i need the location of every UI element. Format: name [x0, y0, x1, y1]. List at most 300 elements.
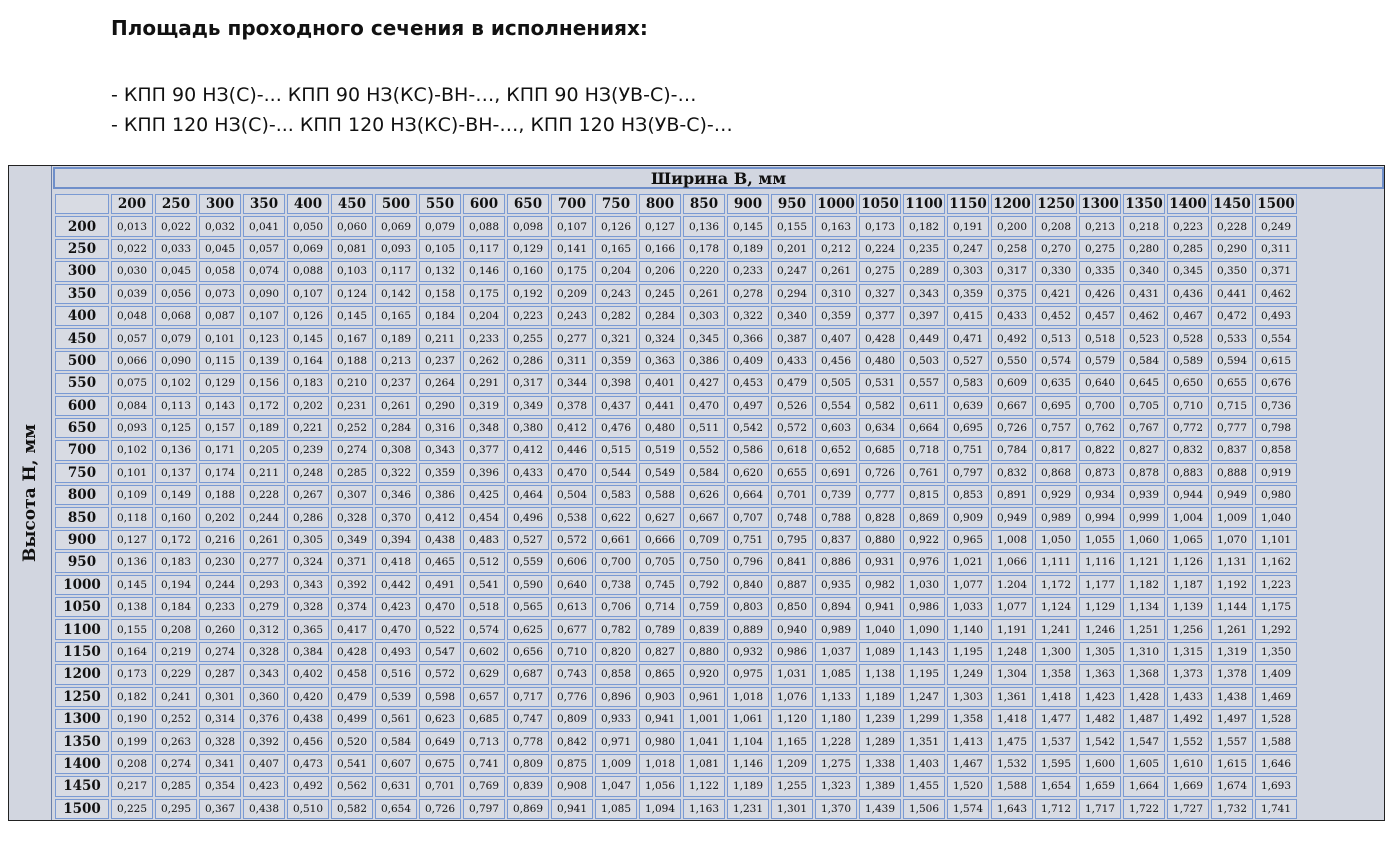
value-cell: 0,058	[199, 261, 241, 281]
page-title: Площадь проходного сечения в исполнениях:	[111, 16, 648, 40]
value-cell: 1,085	[595, 799, 637, 819]
value-cell: 0,308	[375, 440, 417, 460]
value-cell: 0,908	[551, 776, 593, 796]
value-cell: 0,156	[243, 373, 285, 393]
value-cell: 0,123	[243, 328, 285, 348]
column-header-cell: 1450	[1211, 194, 1253, 214]
value-cell: 0,520	[331, 731, 373, 751]
value-cell: 0,245	[639, 284, 681, 304]
value-cell: 0,511	[683, 418, 725, 438]
value-cell: 0,572	[771, 418, 813, 438]
value-cell: 0,277	[551, 328, 593, 348]
value-cell: 0,109	[111, 485, 153, 505]
value-cell: 1,643	[991, 799, 1033, 819]
value-cell: 0,237	[375, 373, 417, 393]
value-cell: 0,700	[1079, 396, 1121, 416]
value-cell: 1,506	[903, 799, 945, 819]
value-cell: 0,664	[903, 418, 945, 438]
column-header-cell: 950	[771, 194, 813, 214]
column-header-cell: 250	[155, 194, 197, 214]
row-header-cell: 1400	[55, 754, 109, 774]
value-cell: 1,712	[1035, 799, 1077, 819]
value-cell: 0,629	[463, 664, 505, 684]
row-header-cell: 950	[55, 552, 109, 572]
value-cell: 0,572	[551, 530, 593, 550]
value-cell: 0,427	[683, 373, 725, 393]
value-cell: 0,745	[639, 575, 681, 595]
value-cell: 0,088	[463, 216, 505, 236]
value-cell: 0,748	[771, 507, 813, 527]
value-cell: 0,244	[199, 575, 241, 595]
column-header-cell: 1250	[1035, 194, 1077, 214]
value-cell: 0,797	[947, 463, 989, 483]
value-cell: 0,868	[1035, 463, 1077, 483]
table-row	[55, 776, 1297, 796]
value-cell: 0,117	[463, 239, 505, 259]
value-cell: 0,496	[507, 507, 549, 527]
value-cell: 0,247	[947, 239, 989, 259]
value-cell: 1,455	[903, 776, 945, 796]
table-row	[55, 619, 1297, 639]
value-cell: 0,803	[727, 597, 769, 617]
value-cell: 0,202	[287, 396, 329, 416]
value-cell: 0,552	[683, 440, 725, 460]
value-cell: 0,158	[419, 284, 461, 304]
table-row	[55, 597, 1297, 617]
value-cell: 0,685	[859, 440, 901, 460]
value-cell: 0,994	[1079, 507, 1121, 527]
value-cell: 0,493	[375, 642, 417, 662]
value-cell: 0,715	[1211, 396, 1253, 416]
value-cell: 0,270	[1035, 239, 1077, 259]
value-cell: 0,392	[331, 575, 373, 595]
value-cell: 1,037	[815, 642, 857, 662]
value-cell: 0,252	[155, 709, 197, 729]
value-cell: 0,274	[331, 440, 373, 460]
value-cell: 0,145	[287, 328, 329, 348]
row-header-cell: 1000	[55, 575, 109, 595]
value-cell: 0,505	[815, 373, 857, 393]
variant-item: - КПП 90 НЗ(С)-... КПП 90 НЗ(КС)-ВН-…, КПП 90 НЗ(УВ-С)-…	[111, 84, 697, 106]
value-cell: 0,145	[331, 306, 373, 326]
value-cell: 1,033	[947, 597, 989, 617]
value-cell: 0,200	[991, 216, 1033, 236]
value-cell: 1,144	[1211, 597, 1253, 617]
value-cell: 0,840	[727, 575, 769, 595]
value-cell: 0,989	[1035, 507, 1077, 527]
value-cell: 0,726	[859, 463, 901, 483]
value-cell: 0,903	[639, 687, 681, 707]
value-cell: 0,493	[1255, 306, 1297, 326]
value-cell: 0,081	[331, 239, 373, 259]
value-cell: 0,263	[155, 731, 197, 751]
value-cell: 1,482	[1079, 709, 1121, 729]
value-cell: 0,330	[1035, 261, 1077, 281]
value-cell: 0,289	[903, 261, 945, 281]
value-cell: 0,533	[1211, 328, 1253, 348]
value-cell: 0,189	[727, 239, 769, 259]
value-cell: 0,518	[1079, 328, 1121, 348]
value-cell: 0,056	[155, 284, 197, 304]
table-row	[55, 373, 1297, 393]
column-header-cell: 850	[683, 194, 725, 214]
value-cell: 0,607	[375, 754, 417, 774]
value-cell: 0,013	[111, 216, 153, 236]
value-cell: 0,820	[595, 642, 637, 662]
value-cell: 0,980	[1255, 485, 1297, 505]
column-header-cell: 350	[243, 194, 285, 214]
value-cell: 0,620	[727, 463, 769, 483]
row-header-cell: 700	[55, 440, 109, 460]
value-cell: 1,001	[683, 709, 725, 729]
value-cell: 0,797	[463, 799, 505, 819]
variant-item: - КПП 120 НЗ(С)-... КПП 120 НЗ(КС)-ВН-…, КПП 120 НЗ(УВ-С)-…	[111, 114, 733, 136]
value-cell: 1,070	[1211, 530, 1253, 550]
value-cell: 0,761	[903, 463, 945, 483]
value-cell: 0,105	[419, 239, 461, 259]
value-cell: 0,513	[1035, 328, 1077, 348]
value-cell: 1,175	[1255, 597, 1297, 617]
value-cell: 0,433	[771, 351, 813, 371]
value-cell: 0,129	[507, 239, 549, 259]
column-header-cell: 900	[727, 194, 769, 214]
value-cell: 0,275	[1079, 239, 1121, 259]
value-cell: 0,456	[287, 731, 329, 751]
value-cell: 0,340	[771, 306, 813, 326]
value-cell: 0,075	[111, 373, 153, 393]
value-cell: 0,285	[1167, 239, 1209, 259]
row-header-cell: 1350	[55, 731, 109, 751]
value-cell: 0,470	[683, 396, 725, 416]
value-cell: 0,891	[991, 485, 1033, 505]
value-cell: 0,343	[419, 440, 461, 460]
value-cell: 0,705	[639, 552, 681, 572]
value-cell: 0,574	[463, 619, 505, 639]
row-header-cell: 1450	[55, 776, 109, 796]
value-cell: 0,639	[947, 396, 989, 416]
value-cell: 0,115	[199, 351, 241, 371]
value-cell: 0,664	[727, 485, 769, 505]
value-cell: 0,554	[815, 396, 857, 416]
value-cell: 0,423	[243, 776, 285, 796]
value-cell: 1,241	[1035, 619, 1077, 639]
row-header-cell: 1300	[55, 709, 109, 729]
value-cell: 0,321	[595, 328, 637, 348]
value-cell: 0,284	[639, 306, 681, 326]
value-cell: 0,174	[199, 463, 241, 483]
value-cell: 0,293	[243, 575, 285, 595]
value-cell: 1,727	[1167, 799, 1209, 819]
value-cell: 0,191	[947, 216, 989, 236]
value-cell: 1,066	[991, 552, 1033, 572]
value-cell: 0,452	[1035, 306, 1077, 326]
value-cell: 0,710	[1167, 396, 1209, 416]
value-cell: 0,068	[155, 306, 197, 326]
value-cell: 0,751	[727, 530, 769, 550]
value-cell: 0,211	[243, 463, 285, 483]
value-cell: 1,090	[903, 619, 945, 639]
value-cell: 0,138	[111, 597, 153, 617]
value-cell: 0,433	[507, 463, 549, 483]
value-cell: 0,107	[551, 216, 593, 236]
value-cell: 0,050	[287, 216, 329, 236]
value-cell: 1,189	[727, 776, 769, 796]
value-cell: 0,504	[551, 485, 593, 505]
value-cell: 0,367	[199, 799, 241, 819]
value-cell: 1,248	[991, 642, 1033, 662]
value-cell: 0,675	[419, 754, 461, 774]
value-cell: 0,986	[903, 597, 945, 617]
table-row	[55, 552, 1297, 572]
value-cell: 0,795	[771, 530, 813, 550]
value-cell: 0,164	[287, 351, 329, 371]
value-cell: 0,371	[1255, 261, 1297, 281]
value-cell: 0,465	[419, 552, 461, 572]
value-cell: 1,358	[947, 709, 989, 729]
value-cell: 0,079	[419, 216, 461, 236]
row-header-cell: 750	[55, 463, 109, 483]
value-cell: 1,275	[815, 754, 857, 774]
value-cell: 1,122	[683, 776, 725, 796]
area-grid	[53, 192, 1299, 821]
value-cell: 0,417	[331, 619, 373, 639]
value-cell: 0,212	[815, 239, 857, 259]
value-cell: 0,175	[551, 261, 593, 281]
value-cell: 1,094	[639, 799, 681, 819]
value-cell: 0,782	[595, 619, 637, 639]
value-cell: 0,377	[859, 306, 901, 326]
value-cell: 0,738	[595, 575, 637, 595]
value-cell: 0,328	[199, 731, 241, 751]
value-cell: 0,328	[243, 642, 285, 662]
value-cell: 0,220	[683, 261, 725, 281]
value-cell: 0,098	[507, 216, 549, 236]
value-cell: 0,736	[1255, 396, 1297, 416]
column-header-cell: 400	[287, 194, 329, 214]
value-cell: 0,562	[331, 776, 373, 796]
value-cell: 0,999	[1123, 507, 1165, 527]
column-header-cell: 750	[595, 194, 637, 214]
value-cell: 1,050	[1035, 530, 1077, 550]
value-cell: 0,166	[639, 239, 681, 259]
value-cell: 0,279	[243, 597, 285, 617]
value-cell: 0,691	[815, 463, 857, 483]
value-cell: 1,246	[1079, 619, 1121, 639]
value-cell: 0,311	[1255, 239, 1297, 259]
value-cell: 0,208	[155, 619, 197, 639]
value-cell: 0,526	[771, 396, 813, 416]
value-cell: 0,438	[287, 709, 329, 729]
value-cell: 1,600	[1079, 754, 1121, 774]
value-cell: 0,208	[111, 754, 153, 774]
value-cell: 0,407	[243, 754, 285, 774]
value-cell: 0,199	[111, 731, 153, 751]
column-header-cell: 500	[375, 194, 417, 214]
value-cell: 0,343	[243, 664, 285, 684]
value-cell: 0,457	[1079, 306, 1121, 326]
value-cell: 0,107	[287, 284, 329, 304]
value-cell: 1,018	[727, 687, 769, 707]
value-cell: 0,359	[419, 463, 461, 483]
table-row	[55, 351, 1297, 371]
value-cell: 0,032	[199, 216, 241, 236]
value-cell: 1,741	[1255, 799, 1297, 819]
value-cell: 0,827	[639, 642, 681, 662]
value-cell: 0,666	[639, 530, 681, 550]
value-cell: 0,380	[507, 418, 549, 438]
value-cell: 0,127	[111, 530, 153, 550]
value-cell: 0,815	[903, 485, 945, 505]
value-cell: 1,121	[1123, 552, 1165, 572]
value-cell: 0,645	[1123, 373, 1165, 393]
row-header-cell: 300	[55, 261, 109, 281]
value-cell: 0,160	[507, 261, 549, 281]
value-cell: 1,350	[1255, 642, 1297, 662]
value-cell: 0,216	[199, 530, 241, 550]
value-cell: 0,022	[111, 239, 153, 259]
value-cell: 0,324	[639, 328, 681, 348]
value-cell: 1,249	[947, 664, 989, 684]
value-cell: 0,155	[771, 216, 813, 236]
value-cell: 1,111	[1035, 552, 1077, 572]
value-cell: 1,304	[991, 664, 1033, 684]
value-cell: 0,202	[199, 507, 241, 527]
value-cell: 0,880	[859, 530, 901, 550]
value-cell: 0,470	[419, 597, 461, 617]
value-cell: 1,008	[991, 530, 1033, 550]
value-cell: 0,426	[1079, 284, 1121, 304]
value-cell: 0,175	[463, 284, 505, 304]
value-cell: 0,456	[815, 351, 857, 371]
value-cell: 0,210	[331, 373, 373, 393]
column-axis-label: Ширина B, мм	[53, 167, 1384, 189]
value-cell: 0,538	[551, 507, 593, 527]
value-cell: 0,837	[1211, 440, 1253, 460]
value-cell: 0,776	[551, 687, 593, 707]
value-cell: 0,060	[331, 216, 373, 236]
value-cell: 0,146	[463, 261, 505, 281]
value-cell: 0,126	[595, 216, 637, 236]
value-cell: 1,338	[859, 754, 901, 774]
value-cell: 0,640	[551, 575, 593, 595]
value-cell: 0,579	[1079, 351, 1121, 371]
value-cell: 0,136	[155, 440, 197, 460]
value-cell: 0,277	[243, 552, 285, 572]
value-cell: 0,527	[947, 351, 989, 371]
value-cell: 1,361	[991, 687, 1033, 707]
value-cell: 0,626	[683, 485, 725, 505]
column-header-cell: 200	[111, 194, 153, 214]
value-cell: 0,649	[419, 731, 461, 751]
value-cell: 0,594	[1211, 351, 1253, 371]
value-cell: 0,233	[199, 597, 241, 617]
value-cell: 0,743	[551, 664, 593, 684]
value-cell: 0,290	[419, 396, 461, 416]
value-cell: 0,547	[419, 642, 461, 662]
value-cell: 0,223	[507, 306, 549, 326]
value-cell: 0,759	[683, 597, 725, 617]
value-cell: 1,370	[815, 799, 857, 819]
value-cell: 0,394	[375, 530, 417, 550]
value-cell: 1,363	[1079, 664, 1121, 684]
value-cell: 0,822	[1079, 440, 1121, 460]
value-cell: 0,290	[1211, 239, 1253, 259]
value-cell: 1,557	[1211, 731, 1253, 751]
value-cell: 0,136	[111, 552, 153, 572]
value-cell: 1,588	[991, 776, 1033, 796]
column-header-cell: 700	[551, 194, 593, 214]
table-row	[55, 440, 1297, 460]
value-cell: 0,515	[595, 440, 637, 460]
value-cell: 0,258	[991, 239, 1033, 259]
value-cell: 0,206	[639, 261, 681, 281]
value-cell: 1,116	[1079, 552, 1121, 572]
value-cell: 0,285	[331, 463, 373, 483]
value-cell: 0,842	[551, 731, 593, 751]
column-header-cell: 1050	[859, 194, 901, 214]
value-cell: 0,462	[1255, 284, 1297, 304]
value-cell: 0,303	[947, 261, 989, 281]
value-cell: 0,316	[419, 418, 461, 438]
value-cell: 0,305	[287, 530, 329, 550]
value-cell: 1,180	[815, 709, 857, 729]
value-cell: 0,454	[463, 507, 505, 527]
value-cell: 0,211	[419, 328, 461, 348]
value-cell: 1,077	[991, 597, 1033, 617]
value-cell: 1,389	[859, 776, 901, 796]
value-cell: 0,141	[551, 239, 593, 259]
value-cell: 0,873	[1079, 463, 1121, 483]
value-cell: 0,311	[551, 351, 593, 371]
value-cell: 0,418	[375, 552, 417, 572]
row-header-cell: 500	[55, 351, 109, 371]
value-cell: 0,057	[243, 239, 285, 259]
table-row	[55, 216, 1297, 236]
value-cell: 0,322	[727, 306, 769, 326]
value-cell: 0,544	[595, 463, 637, 483]
value-cell: 1,487	[1123, 709, 1165, 729]
value-cell: 0,657	[463, 687, 505, 707]
value-cell: 0,986	[771, 642, 813, 662]
value-cell: 0,041	[243, 216, 285, 236]
value-cell: 0,149	[155, 485, 197, 505]
value-cell: 0,676	[1255, 373, 1297, 393]
value-cell: 0,609	[991, 373, 1033, 393]
value-cell: 0,117	[375, 261, 417, 281]
value-cell: 0,880	[683, 642, 725, 662]
value-cell: 0,788	[815, 507, 857, 527]
value-cell: 0,113	[155, 396, 197, 416]
value-cell: 0,261	[683, 284, 725, 304]
value-cell: 0,244	[243, 507, 285, 527]
value-cell: 0,194	[155, 575, 197, 595]
value-cell: 1,061	[727, 709, 769, 729]
value-cell: 1,189	[859, 687, 901, 707]
value-cell: 0,934	[1079, 485, 1121, 505]
value-cell: 0,798	[1255, 418, 1297, 438]
table-row	[55, 485, 1297, 505]
value-cell: 1,165	[771, 731, 813, 751]
value-cell: 1,418	[991, 709, 1033, 729]
table-row	[55, 418, 1297, 438]
value-cell: 1,292	[1255, 619, 1297, 639]
value-cell: 0,127	[639, 216, 681, 236]
value-cell: 1,085	[815, 664, 857, 684]
value-cell: 0,701	[419, 776, 461, 796]
value-cell: 0,677	[551, 619, 593, 639]
value-cell: 1,717	[1079, 799, 1121, 819]
value-cell: 1,081	[683, 754, 725, 774]
